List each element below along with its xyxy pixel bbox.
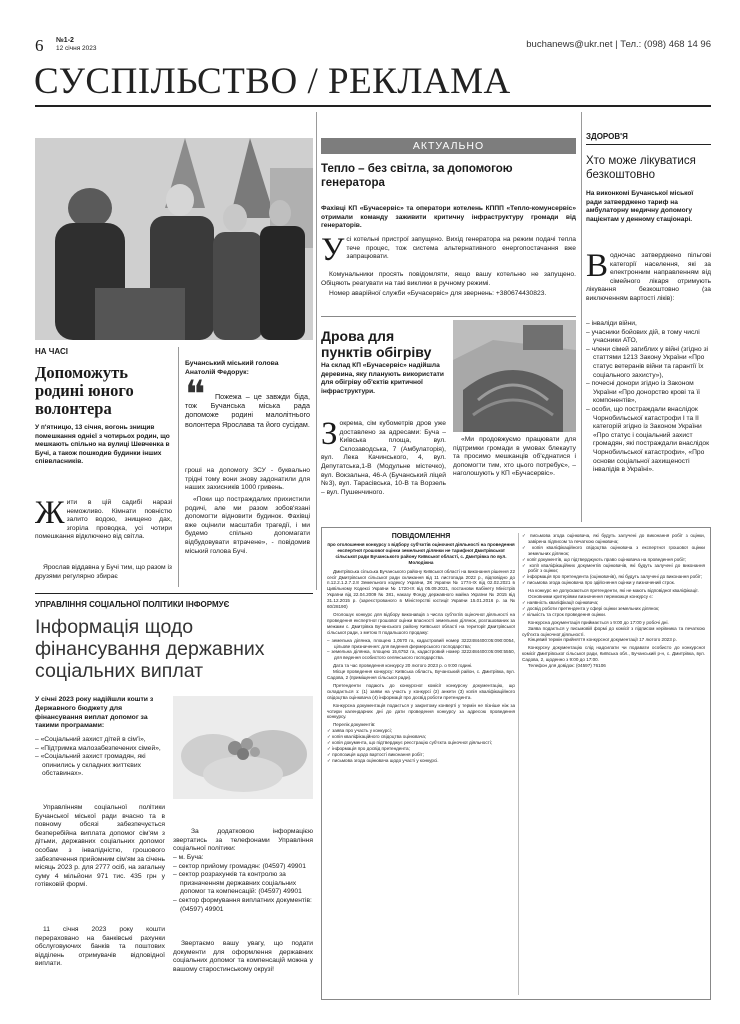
paragraph: Дмитрівська сільська Бучанського району Київської області на виконання рішення 22 сесії Дмитрівської сільської ради скликання від 11 листопада 2022 р., відповідно до п.12.2.1.2.7.2.8 Земельного кодексу України, ЗК України № 1774-IX від 02.02.2021 в Цивільному Кодексі України № 1720-IX від 05.09.2021, постанови Кабінету Міністрів України від 22.04.2009 № 381, наказу Фонду державного майна України № 2015 від 31.12.2015 р. (зареєстрованого в Міністерстві юстиції України 15.01.2016 р. за № 60/28190)	[327, 568, 515, 610]
actual-article	[321, 158, 576, 308]
photo-illustration	[453, 320, 576, 432]
phone-line: Номер аварійної служби «Бучасервіс» для звернень: +380674430823.	[329, 290, 547, 297]
contact-intro: За додатковою інформацією звертатись за телефонами Управління соціальної політики:	[173, 828, 313, 853]
drop-cap: Ж	[35, 495, 65, 531]
list-item: ✓ копія документа, що підтверджує реєстрацію суб'єкта оціночної діяльності;	[327, 740, 515, 746]
list-item: ✓ копії документів, що підтверджують право оцінювача на проведення робіт;	[522, 557, 705, 563]
list-item: – інваліди війни,	[586, 320, 711, 329]
social-article	[35, 596, 313, 1000]
drop-cap: З	[321, 416, 338, 452]
photo-illustration	[173, 696, 313, 799]
list-item: ✓ інформація про досвід претендента;	[327, 746, 515, 752]
paragraph: Заява подається у письмовій формі до комісії з підписом керівника та печаткою суб'єкта оціночної діяльності.	[522, 625, 705, 637]
body-text-4: «Поки що постраждалих прихистили родичі, але ми разом зобов'язані допомогти відновити будинок. Фахівці вже оцінили масштаби трагедії, і ми будемо спільно допомагати відбудовувати втрачене», - повідомив міський голова Бучі.	[185, 496, 310, 555]
rubric: НА ЧАСІ	[35, 347, 68, 356]
lead: Фахівці КП «Бучасервіс» та оператори котелень КППП «Тепло-комунсервіс» отримали команду заживити критичну інфраструктуру громади від генераторів.	[321, 205, 576, 230]
banner-label: АКТУАЛЬНО	[412, 140, 485, 152]
lead: У січні 2023 року надійшли кошти з Державного бюджету для фінансування виплат допомог за такими програмами:	[35, 696, 154, 730]
quote-author: Бучанський міський голова Анатолій Федорук:	[185, 360, 279, 376]
page-number: 6	[35, 36, 44, 55]
rubric: УПРАВЛІННЯ СОЦІАЛЬНОЇ ПОЛІТИКИ ІНФОРМУЄ	[35, 600, 230, 609]
firewood-photo	[453, 320, 576, 432]
list-item: – сектор розрахунків та контролю за призначенням державних соціальних допомог та компенсацій: (04597) 49901	[173, 871, 313, 897]
paragraph: Основними критеріями визначення переможця конкурсу є:	[528, 594, 653, 600]
contacts: buchanews@ukr.net | Тел.: (098) 468 14 96	[526, 39, 711, 50]
list-item: ✓ копія кваліфікаційного свідоцтва оцінювача;	[327, 734, 515, 740]
body-text-2: 11 січня 2023 року кошти перераховано на банківські рахунки обслуговуючих банків та поштових відділень отримувачів відповідної виплати.	[35, 926, 165, 968]
quote: «Ми продовжуємо працювати для підтримки громади в умовах блекауту та просимо мешканців об'єднатися і допомогти тим, хто цього потребує», – наголошують у КП «Бучасервіс».	[453, 436, 576, 478]
list-item: – почесні донори згідно із Законом України «Про донорство крові та її компонентів»,	[586, 380, 711, 406]
list-item: – «Соціальний захист дітей в сім'ї»,	[35, 736, 165, 745]
body-text-1	[35, 495, 172, 542]
right-column-divider	[581, 112, 582, 522]
paragraph: Конкурсна документація приймається з 9:00 до 17:00 у робочі дні.	[528, 619, 669, 625]
notice-subtitle: про оголошення конкурсу з відбору суб'єктів оціночної діяльності на проведення експертної грошової оцінки земельної ділянки не тарифної Дмитрівської сільської ради Бучанського району Київської області, с. Дмитрівка по вул. Молодіжна	[327, 542, 515, 565]
headline: Дрова для пунктів обігріву	[321, 328, 432, 360]
paragraph: Місце проведення конкурсу: Київська область, Бучанський район, с. Дмитрівка, вул. Садова, 2 (приміщення сільської ради).	[327, 669, 515, 681]
wood-top-rule	[321, 316, 576, 317]
paragraph: ити в цій садибі наразі неможливо. Кімнати повністю залито водою, знищено дах, згоріла проводка, усі чотири помешкання відключено від світла.	[35, 499, 172, 541]
list-item: – учасники бойових дій, в тому числі учасники АТО,	[586, 329, 711, 346]
list-item: ✓ кількість та строк проведення оцінки.	[522, 612, 705, 618]
photo-illustration	[35, 138, 313, 340]
plots-list	[327, 638, 515, 662]
list-item: ✓ письмова згода оцінювача, які будуть залучені до виконання робіт з оцінки, завірена підписом та печаткою оцінювача;	[522, 533, 705, 545]
notice-title: ПОВІДОМЛЕННЯ	[391, 533, 451, 540]
list-item: – «Підтримка малозабезпечених сімей»,	[35, 745, 165, 754]
social-top-rule	[35, 593, 313, 594]
list-item: – «Соціальний захист громадян, які опинились у складних життєвих обставинах».	[35, 753, 165, 779]
body-text-2: Комунальники просять повідомляти, якщо вашу котельню не запущено. Обіцяють реагувати на такі виклики в ручному режимі.	[321, 271, 576, 287]
quote-mark-icon: ❝	[185, 374, 206, 416]
body-text-2: Ярослав віддавна у Бучі тим, що разом із друзями регулярно збирає	[35, 564, 172, 580]
lead: На виконкомі Бучанської міської ради затверджено тариф на амбулаторну медичну допомогу пацієнтам у денному стаціонарі.	[586, 190, 694, 223]
body-text-1	[586, 248, 711, 304]
notice-right-column	[522, 533, 705, 995]
phones-list	[173, 854, 313, 914]
drop-cap: У	[321, 232, 345, 268]
list-item: ✓ інформація про претендента (оцінювачів), які будуть залучені до виконання робіт;	[522, 574, 705, 580]
page-header	[35, 38, 711, 58]
body-text-1	[321, 416, 446, 497]
list-item: – земельна ділянка, площею 15,6752 га, кадастровий номер 3222484400:05:090:5550, для ведення особистого селянського господарства.	[327, 649, 515, 661]
body-text-1	[321, 232, 576, 268]
quote-text: Пожежа – це завжди біда, тож Бучанська міська рада допоможе родині малолітнього волонтера Ярослава та його сусідам.	[185, 392, 310, 429]
rubric: ЗДОРОВ'Я	[586, 132, 628, 141]
headline: Хто може лікуватися безкоштовно	[586, 155, 696, 181]
headline: Тепло – без світла, за допомогою генератора	[321, 163, 513, 189]
headline: Інформація щодо фінансування державних соціальних виплат	[35, 616, 265, 682]
criteria-list	[522, 600, 705, 618]
rubric-rule	[586, 144, 711, 145]
list-item: ✓ копія кваліфікаційного свідоцтва оцінювача з експертної грошової оцінки земельних ділянок;	[522, 545, 705, 557]
header-rule	[35, 105, 711, 107]
body-text-1: Управлінням соціальної політики Бучанської міської ради вчасно та в повному обсязі забезпечується безперебійна виплата допомог сім'ям з дітьми, державних соціальних допомог особам з інвалідністю, грошового забезпечення прийомним сім'ям за січень місяць 2023 р. для 2777 осіб, на загальну суму 4 мільйони 971 тис. 435 грн у готівковій формі.	[35, 804, 166, 889]
list-item: ✓ пропозиція щодо вартості виконання робіт;	[327, 752, 515, 758]
list-item: – м. Буча:	[173, 854, 313, 863]
issue-date: 12 січня 2023	[56, 45, 97, 52]
list-item: ✓ наявність кваліфікації оцінювача;	[522, 600, 705, 606]
closing-note: Звертаємо вашу увагу, що подати документи для оформлення державних соціальних допомог та компенсацій можна у вашому старостинському окрузі!	[173, 940, 313, 973]
notice-left-column	[327, 533, 515, 995]
list-item: – сектор прийому громадян: (04597) 49901	[173, 863, 313, 872]
section-title: СУСПІЛЬСТВО / РЕКЛАМА	[34, 61, 511, 102]
list-item: ✓ копії кваліфікаційних документів оцінювачів, які будуть залучені до виконання робіт з оцінки;	[522, 563, 705, 575]
paragraph: Кінцевий термін прийняття конкурсної документації 17 лютого 2023 р.	[528, 637, 677, 643]
programs-list	[35, 736, 165, 779]
paragraph: сі котельні пристрої запущено. Вихід генератора на режим подачі тепла тече процес, тож система альтернативного енергопостачання вже запрацювати.	[346, 236, 576, 261]
paragraph: Оголошує конкурс для відбору виконавців з числа суб'єктів оціночної діяльності на проведення експертної грошової оцінки власності земельних ділянок, розташованих за межами с. Дмитрівка Бучанського району Київської області на території Дмитрівської сільської ради, з метою її подальшого продажу:	[327, 611, 515, 635]
notice-text	[327, 569, 515, 764]
coins-hands-photo	[173, 696, 313, 799]
paragraph: одночас затверджено пільгові категорії населення, які за електронним направленням від сімейного лікаря отримують лікування безкоштовно (за виключенням вартості ліків):	[586, 252, 711, 302]
health-list	[586, 320, 711, 475]
notice-divider	[518, 533, 519, 995]
list-item: ✓ заява про участь у конкурсі;	[327, 728, 515, 734]
requirements-list	[522, 533, 705, 586]
issue-number: №1-2	[56, 37, 74, 44]
lead: У п'ятницю, 13 січня, вогонь знищив помешкання однієї з чотирьох родин, що мешкають спільно на вулиці Шевченка в Бучі, а також пошкодив будинки інших співвласників.	[35, 424, 170, 465]
column-divider	[178, 347, 179, 587]
list-item: – члени сімей загиблих у війні (згідно зі статтями 1213 Закону України «Про статус ветеранів війни та гарантії їх соціального захисту»),	[586, 346, 711, 380]
list-item: ✓ письмова згода оцінювача про здійснення оцінки у визначений строк.	[522, 580, 705, 586]
volunteer-article	[35, 342, 313, 590]
list-item: ✓ письмова згода оцінювача щодо участі у конкурсі.	[327, 758, 515, 764]
body-text-3: гроші на допомогу ЗСУ - буквально трідні тому вони знову задонатили для наших захисників 1000 гривень.	[185, 467, 310, 492]
main-column-divider	[316, 112, 317, 590]
lead: На склад КП «Бучасервіс» надійшла деревина, яку планують використати для обігріву об'єктів критичної інфраструктури.	[321, 362, 444, 395]
paragraph: Претенденти подають до конкурсної комісії конкурсну документацію, що складається з: (1) заяви на участь у конкурсі (2) анкети (3) копія кваліфікаційного свідоцтва оцінювача (4) інформації про досвід роботи претендента.	[327, 682, 515, 700]
paragraph: На конкурс не допускаються претенденти, які не мають відповідної кваліфікації.	[528, 588, 699, 594]
list-item: – земельна ділянка, площею 1,0570 га, кадастровий номер 3222484400:05:090:0054, цільове призначення: для ведення фермерського господарства;	[327, 638, 515, 650]
fire-victims-photo	[35, 138, 313, 340]
paragraph: окрема, сім кубометрів дров уже доставлено за адресами: Буча – Київська площа, вул. Склозаводська, 7 (Амбулаторія), вул. Лека Качинського, 4, вул. Депутатська,1-В (Модульне містечко), вул. Вокзальна, 46-А (Бучанський ліцей №3), вул. Тарасівська, 10-В та Ворзель – вул. Пушенчиного.	[321, 420, 446, 496]
drop-cap: В	[586, 248, 609, 284]
paragraph: Конкурсна документація подається у закритому конверті у термін не пізніше ніж за чотири календарних дні до дати проведення конкурсу за адресою проведення конкурсу.	[327, 702, 515, 720]
list-item: – особи, що постраждали внаслідок Чорнобильської катастрофи І та ІІ категорій згідно із Законом України «Про статус і соціальний захист громадян, які постраждали внаслідок Чорнобильської катастрофи», «Про основи соціальної захищеності інвалідів в Україні».	[586, 406, 711, 475]
paragraph: Перелік документів:	[333, 722, 376, 728]
health-article	[586, 132, 711, 522]
list-item: ✓ досвід роботи претендента у сфері оцінки земельних ділянок;	[522, 606, 705, 612]
paragraph: Телефон для довідок: (04597) 76106	[528, 663, 606, 669]
documents-list	[327, 728, 515, 763]
headline: Допоможуть родині юного волонтера	[35, 363, 134, 418]
actual-banner	[321, 138, 576, 154]
list-item: – сектор формування виплатних документів: (04597) 49901	[173, 897, 313, 914]
notice-box	[321, 527, 711, 1000]
paragraph: Дата та час проведення конкурсу 20 лютого 2023 р. о 9:00 годині.	[333, 663, 473, 669]
paragraph: Конкурсну документацію слід надсилати чи подавати особисто до конкурсної комісії Дмитрівської сільської ради, Київська обл., Бучанський р-н, с. Дмитрівка, вул. Садова, 2, щоденно з 9:00 до 17:00.	[522, 645, 705, 663]
